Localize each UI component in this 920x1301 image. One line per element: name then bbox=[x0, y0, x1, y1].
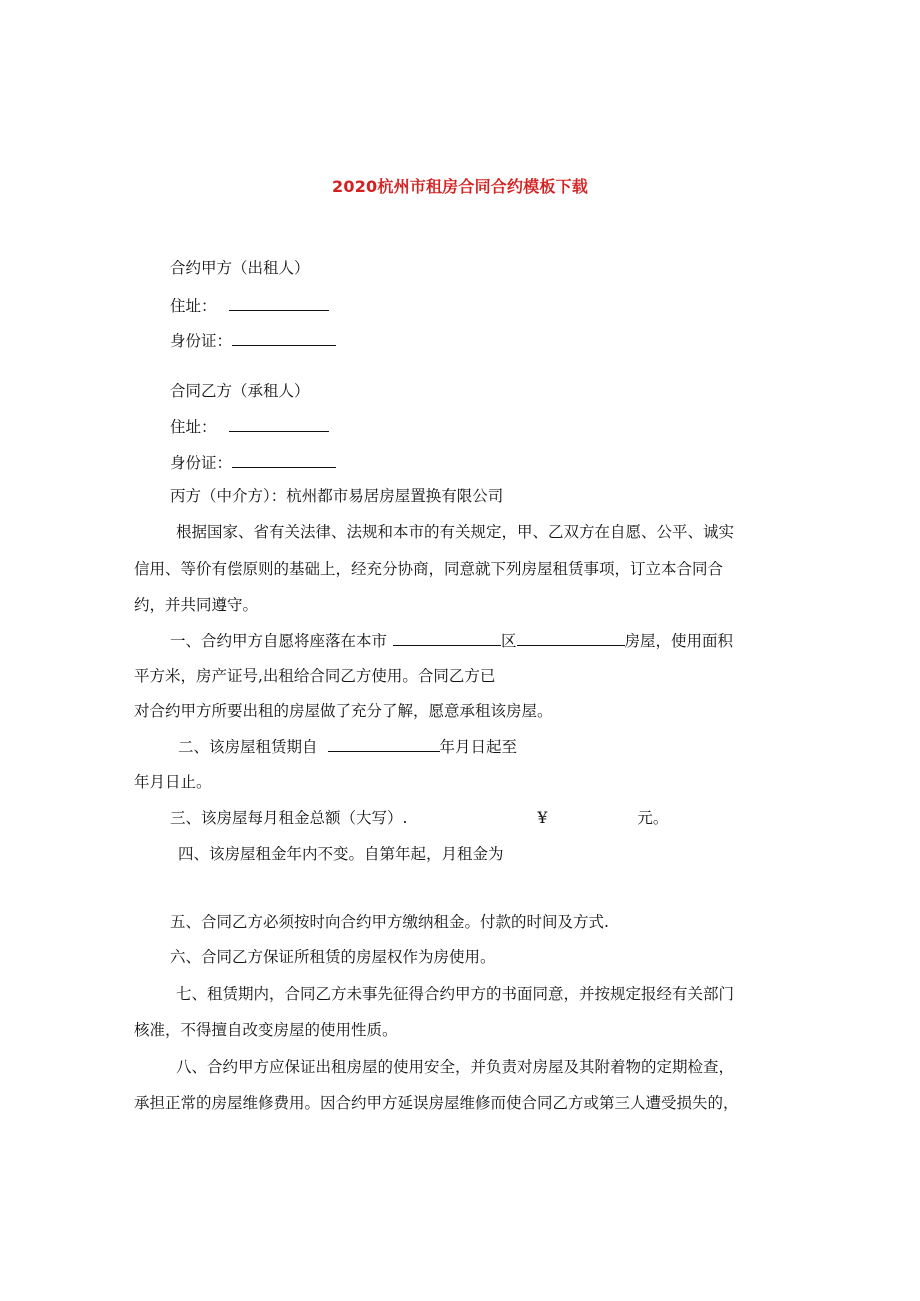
document-title: 2020杭州市租房合同合约模板下载 bbox=[332, 177, 588, 196]
party-a-address-label: 住址： bbox=[170, 297, 217, 315]
clause-1-location-blank[interactable] bbox=[517, 631, 625, 646]
clause-5-line: 五、合同乙方必须按时向合约甲方缴纳租金。付款的时间及方式. bbox=[170, 913, 609, 931]
clause-1-line-3: 对合约甲方所要出租的房屋做了充分了解，愿意承租该房屋。 bbox=[134, 702, 553, 720]
clause-8-line-1: 八、合约甲方应保证出租房屋的使用安全，并负责对房屋及其附着物的定期检查， bbox=[176, 1058, 735, 1076]
clause-3-unit: 元。 bbox=[637, 809, 669, 827]
party-b-address-blank[interactable] bbox=[229, 417, 329, 432]
party-b-address-label: 住址： bbox=[170, 418, 217, 436]
clause-2-text-b: 年月日起至 bbox=[439, 738, 518, 756]
clause-6-line: 六、合同乙方保证所租赁的房屋权作为房使用。 bbox=[170, 948, 496, 966]
clause-2-line-2: 年月日止。 bbox=[134, 773, 212, 791]
party-b-id bbox=[170, 453, 336, 473]
clause-2-date-blank[interactable] bbox=[328, 737, 440, 752]
party-a-heading: 合约甲方（出租人） bbox=[170, 259, 310, 277]
clause-3-line bbox=[170, 808, 668, 828]
clause-7-line-2: 核准，不得擅自改变房屋的使用性质。 bbox=[134, 1021, 398, 1039]
clause-1-line-2: 平方米，房产证号,出租给合同乙方使用。合同乙方已 bbox=[134, 667, 496, 685]
clause-1-text-a: 一、合约甲方自愿将座落在本市 bbox=[170, 632, 388, 650]
party-c-line: 丙方（中介方）：杭州都市易居房屋置换有限公司 bbox=[170, 487, 504, 505]
party-b-address bbox=[170, 417, 329, 437]
party-b-id-blank[interactable] bbox=[232, 453, 336, 468]
party-b-heading: 合同乙方（承租人） bbox=[170, 382, 310, 400]
clause-2-line-1 bbox=[178, 737, 517, 757]
preamble-line-2: 信用、等价有偿原则的基础上，经充分协商，同意就下列房屋租赁事项，订立本合同合 bbox=[134, 560, 724, 578]
clause-1-text-b: 区 bbox=[501, 632, 517, 650]
clause-7-line-1: 七、租赁期内，合同乙方未事先征得合约甲方的书面同意，并按规定报经有关部门 bbox=[176, 985, 735, 1003]
party-a-id bbox=[170, 331, 336, 351]
clause-1-line-1 bbox=[170, 631, 733, 651]
clause-2-text-a: 二、该房屋租赁期自 bbox=[178, 738, 318, 756]
party-b-id-label: 身份证： bbox=[170, 454, 233, 472]
clause-3-text: 三、该房屋每月租金总额（大写）. bbox=[170, 809, 408, 827]
party-a-address bbox=[170, 296, 329, 316]
clause-1-district-blank[interactable] bbox=[393, 631, 501, 646]
clause-8-line-2: 承担正常的房屋维修费用。因合约甲方延误房屋维修而使合同乙方或第三人遭受损失的， bbox=[134, 1094, 739, 1112]
party-a-address-blank[interactable] bbox=[229, 296, 329, 311]
clause-3-currency: ¥ bbox=[537, 809, 548, 827]
preamble-line-1: 根据国家、省有关法律、法规和本市的有关规定，甲、乙双方在自愿、公平、诚实 bbox=[176, 523, 735, 541]
party-a-id-label: 身份证： bbox=[170, 332, 233, 350]
clause-1-text-c: 房屋，使用面积 bbox=[624, 632, 734, 650]
clause-4-line: 四、该房屋租金年内不变。自第年起，月租金为 bbox=[178, 845, 504, 863]
preamble-line-3: 约，并共同遵守。 bbox=[134, 596, 259, 614]
party-a-id-blank[interactable] bbox=[232, 331, 336, 346]
